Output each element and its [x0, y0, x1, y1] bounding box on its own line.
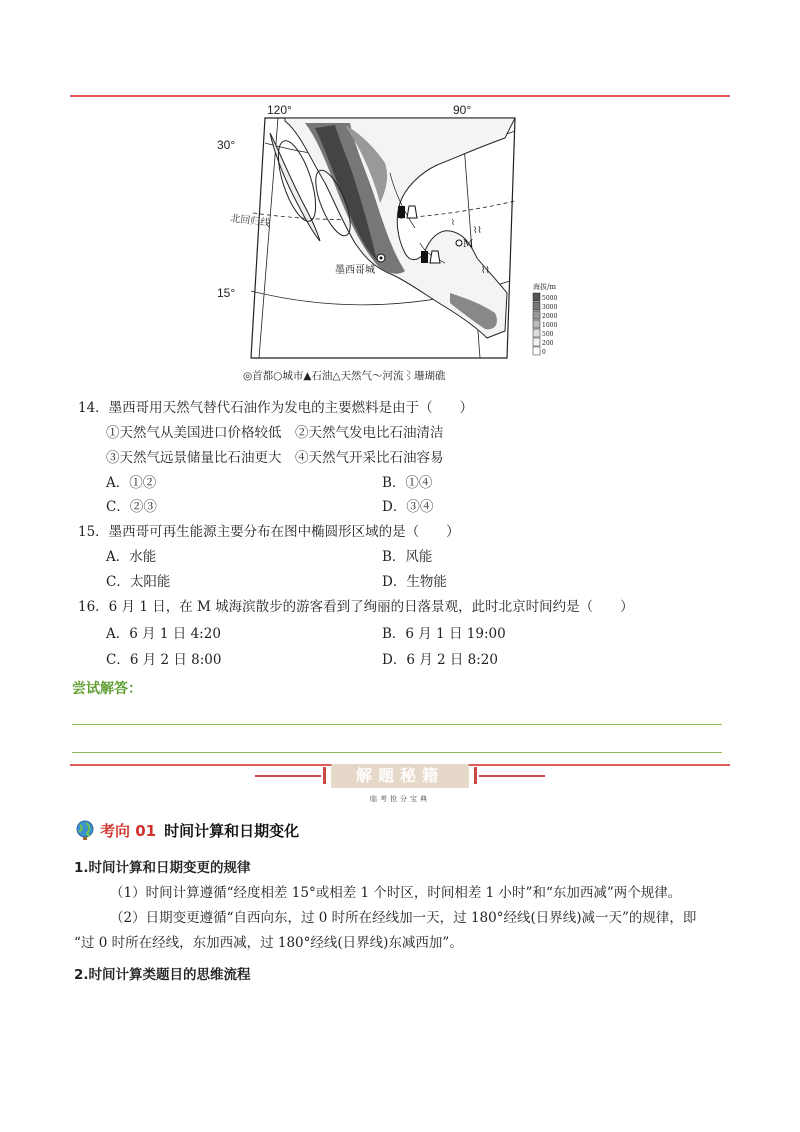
gas-symbol-1: [407, 206, 417, 218]
content-paragraph-2b: “过 0 时所在经线，东加西减，过 180°经线(日界线)东减西加”。: [74, 935, 463, 951]
section-heading: [74, 818, 299, 842]
banner-tick-right: [474, 767, 477, 784]
coral-reef-3: ⌇: [451, 218, 455, 227]
symbol-legend: ◎首都○城市▲石油△天然气〜河流⌇珊瑚礁: [243, 370, 446, 382]
question-16-option-c[interactable]: C．6 月 2 日 8:00: [106, 652, 222, 668]
capital-dot: [380, 257, 383, 260]
meridian-120: [259, 118, 278, 358]
lon-label-120: 120°: [267, 103, 292, 117]
m-city-label: M: [463, 239, 474, 250]
legend-label-0: 0: [542, 349, 546, 356]
question-15-option-c[interactable]: C．太阳能: [106, 574, 171, 590]
answer-line-1[interactable]: [72, 724, 722, 725]
section-title: 时间计算和日期变化: [164, 821, 300, 840]
question-16-option-d[interactable]: D．6 月 2 日 8:20: [382, 652, 498, 668]
coral-reef-1: ⌇⌇: [473, 226, 482, 236]
question-16-option-b[interactable]: B．6 月 1 日 19:00: [382, 626, 506, 642]
banner-line-left: [255, 775, 321, 777]
legend-swatch-500: [533, 329, 540, 337]
banner-line-right: [479, 775, 545, 777]
gas-symbol-2: [430, 251, 440, 263]
question-14-stem: 14．墨西哥用天然气替代石油作为发电的主要燃料是由于（ ）: [78, 400, 474, 416]
question-14-statements-2: ③天然气远景储量比石油更大 ④天然气开采比石油容易: [106, 450, 444, 466]
legend-swatch-2000: [533, 311, 540, 319]
try-answer-label: 尝试解答：: [72, 681, 142, 697]
oil-symbol-2: [421, 251, 428, 263]
elevation-legend: [533, 293, 557, 356]
coral-reef-2: ⌇⌇: [481, 266, 490, 276]
mexico-map: [215, 103, 558, 386]
legend-swatch-5000: [533, 293, 540, 301]
question-14-option-a[interactable]: A．①②: [106, 475, 157, 491]
lat-label-15: 15°: [217, 286, 236, 300]
answer-line-2[interactable]: [72, 752, 722, 753]
content-heading-2: 2.时间计算类题目的思维流程: [74, 967, 251, 983]
question-16-option-a[interactable]: A．6 月 1 日 4:20: [106, 626, 221, 642]
question-14-option-b[interactable]: B．①④: [382, 475, 433, 491]
legend-label-2000: 2000: [542, 313, 558, 320]
content-heading-1: 1.时间计算和日期变更的规律: [74, 860, 251, 876]
capital-label: 墨西哥城: [335, 265, 375, 276]
question-15-option-d[interactable]: D．生物能: [382, 574, 447, 590]
banner-title: 解题秘籍: [331, 764, 469, 788]
legend-label-500: 500: [542, 331, 554, 338]
legend-label-1000: 1000: [542, 322, 558, 329]
section-number: 考向 01: [100, 821, 157, 840]
banner-tick-left: [323, 767, 326, 784]
legend-swatch-3000: [533, 302, 540, 310]
banner-subtitle: 临考抢分宝典: [370, 795, 430, 803]
legend-title: 海拔/m: [533, 283, 556, 291]
legend-swatch-200: [533, 338, 540, 346]
question-14-statements-1: ①天然气从美国进口价格较低 ②天然气发电比石油清洁: [106, 425, 444, 441]
question-15-stem: 15．墨西哥可再生能源主要分布在图中椭圆形区域的是（ ）: [78, 524, 460, 540]
globe-icon: [74, 819, 96, 841]
question-14-option-c[interactable]: C．②③: [106, 499, 157, 515]
lon-label-90: 90°: [453, 103, 472, 117]
oil-symbol-1: [398, 206, 405, 218]
legend-swatch-1000: [533, 320, 540, 328]
question-16-stem: 16．6 月 1 日，在 M 城海滨散步的游客看到了绚丽的日落景观，此时北京时间约是（ ）: [78, 599, 634, 615]
tropic-label: 北回归线: [229, 213, 271, 230]
m-city-marker: [456, 240, 462, 246]
top-divider: [70, 95, 730, 97]
question-15-option-a[interactable]: A．水能: [106, 549, 157, 565]
legend-label-3000: 3000: [542, 304, 558, 311]
content-paragraph-2a: （2）日期变更遵循“自西向东，过 0 时所在经线加一天，过 180°经线(日界线)减一天”的规律，即: [110, 910, 697, 926]
legend-label-5000: 5000: [542, 295, 558, 302]
tips-banner: [255, 764, 545, 788]
question-15-option-b[interactable]: B．风能: [382, 549, 433, 565]
content-paragraph-1: （1）时间计算遵循“经度相差 15°或相差 1 个时区，时间相差 1 小时”和“东加西减”两个规律。: [110, 885, 682, 901]
question-14-option-d[interactable]: D．③④: [382, 499, 434, 515]
legend-swatch-0: [533, 347, 540, 355]
legend-label-200: 200: [542, 340, 554, 347]
lat-label-30: 30°: [217, 138, 236, 152]
